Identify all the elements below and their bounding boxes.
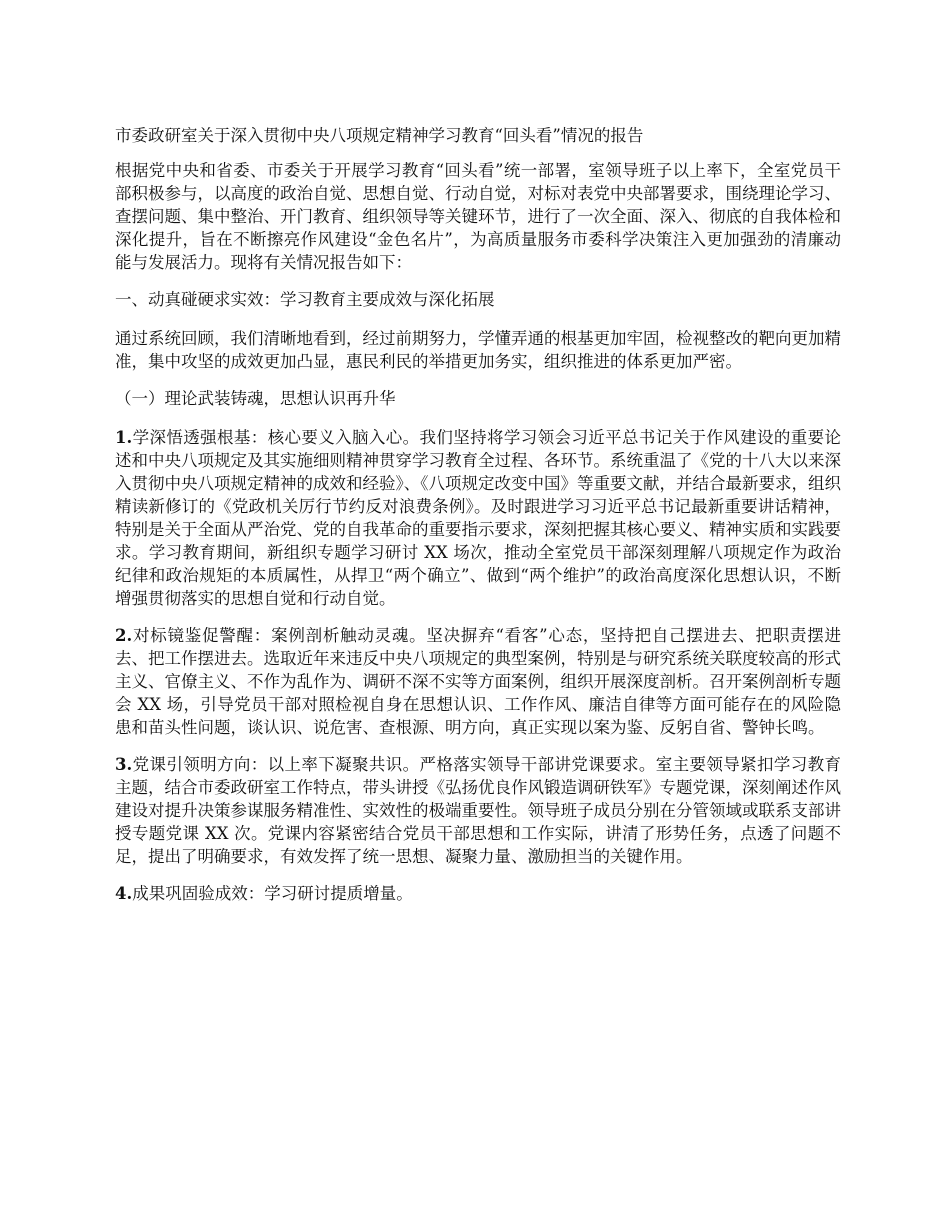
item-text: 党课引领明方向：以上率下凝聚共识。严格落实领导干部讲党课要求。室主要领导紧扣学习教育主题，结合市委政研室工作特点，带头讲授《弘扬优良作风锻造调研铁军》专题党课，深刻阐述作风建设对提升决策参谋服务精准性、实效性的极端重要性。领导班子成员分别在分管领域或联系支部讲授专题党课 XX 次。党课内容紧密结合党员干部思想和工作实际，讲清了形势任务，点透了问题不足，提出了明确要求，有效发挥了统一思想、凝聚力量、激励担当的关键作用。 [115,755,841,866]
item-number: 1. [115,428,133,447]
list-item [115,624,841,739]
list-item [115,753,841,868]
item-number: 3. [115,755,133,774]
intro-paragraph: 根据党中央和省委、市委关于开展学习教育“回头看”统一部署，室领导班子以上率下，全室党员干部积极参与，以高度的政治自觉、思想自觉、行动自觉，对标对表党中央部署要求，围绕理论学习、查摆问题、集中整治、开门教育、组织领导等关键环节，进行了一次全面、深入、彻底的自我体检和深化提升，旨在不断擦亮作风建设“金色名片”，为高质量服务市委科学决策注入更加强劲的清廉动能与发展活力。现将有关情况报告如下： [115,161,841,272]
section-intro-paragraph: 通过系统回顾，我们清晰地看到，经过前期努力，学懂弄通的根基更加牢固，检视整改的靶向更加精准，集中攻坚的成效更加凸显，惠民利民的举措更加务实，组织推进的体系更加严密。 [115,329,841,371]
list-item [115,882,841,905]
document-body [115,124,841,919]
item-text: 学深悟透强根基：核心要义入脑入心。我们坚持将学习领会习近平总书记关于作风建设的重要论述和中央八项规定及其实施细则精神贯穿学习教育全过程、各环节。系统重温了《党的十八大以来深入贯彻中央八项规定精神的成效和经验》、《八项规定改变中国》等重要文献，并结合最新要求，组织精读新修订的《党政机关厉行节约反对浪费条例》。及时跟进学习习近平总书记最新重要讲话精神，特别是关于全面从严治党、党的自我革命的重要指示要求，深刻把握其核心要义、精神实质和实践要求。学习教育期间，新组织专题学习研讨 XX 场次，推动全室党员干部深刻理解八项规定作为政治纪律和政治规矩的本质属性，从捍卫“两个确立”、做到“两个维护”的政治高度深化思想认识，不断增强贯彻落实的思想自觉和行动自觉。 [115,428,841,608]
item-text: 成果巩固验成效：学习研讨提质增量。 [132,884,413,903]
document-title: 市委政研室关于深入贯彻中央八项规定精神学习教育“回头看”情况的报告 [115,126,644,145]
item-number: 2. [115,626,133,645]
item-text: 对标镜鉴促警醒：案例剖析触动灵魂。坚决摒弃“看客”心态，坚持把自己摆进去、把职责摆进去、把工作摆进去。选取近年来违反中央八项规定的典型案例，特别是与研究系统关联度较高的形式主义、官僚主义、不作为乱作为、调研不深不实等方面案例，组织开展深度剖析。召开案例剖析专题会 XX 场，引导党员干部对照检视自身在思想认识、工作作风、廉洁自律等方面可能存在的风险隐患和苗头性问题，谈认识、说危害、查根源、明方向，真正实现以案为鉴、反躬自省、警钟长鸣。 [115,626,841,737]
item-number: 4. [115,884,133,903]
list-item [115,426,841,610]
subsection-heading: （一）理论武装铸魂，思想认识再升华 [115,389,396,408]
section-heading: 一、动真碰硬求实效：学习教育主要成效与深化拓展 [115,290,495,309]
